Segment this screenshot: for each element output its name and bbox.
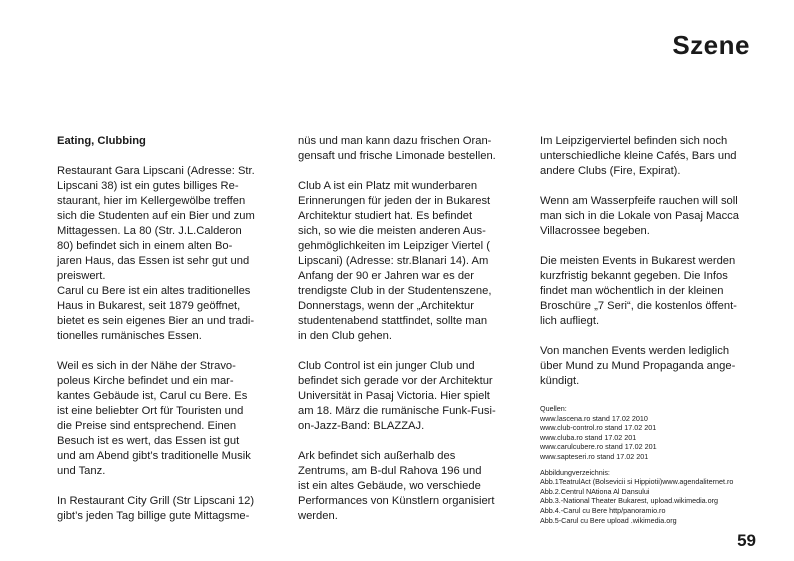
paragraph-mund-zu-mund: Von manchen Events werden lediglich über Mund zu Mund Propaganda ange- kündigt.	[540, 345, 736, 387]
paragraph-events: Die meisten Events in Bukarest werden kurzfristig bekannt gegeben. Die Infos findet man wöchentlich in der kleinen Broschüre „7 Seri“, die kostenlos öffent- lich aufliegt.	[540, 255, 737, 327]
sources-heading: Quellen:	[540, 404, 567, 413]
paragraph-city-grill: In Restaurant City Grill (Str Lipscani 12) gibt’s jeden Tag billige gute Mittagsme-	[57, 495, 255, 522]
paragraph-stravopoleus: Weil es sich in der Nähe der Stravo- poleus Kirche befindet und ein mar- kantes Gebäude ist, Carul cu Bere. Es ist eine beliebter Ort für Touristen und die Preise sind entsprechend. Einen Besuch ist es wert, das Essen ist gut und am Abend gibt’s traditionelle Musik und Tanz.	[57, 360, 251, 477]
sources-block	[540, 404, 758, 462]
paragraph-wasserpfeife: Wenn am Wasserpfeife rauchen will soll man sich in die Lokale von Pasaj Macca Villacrossee begeben.	[540, 195, 739, 237]
text-column-3	[540, 134, 758, 525]
paragraph-leipziger-viertel: Im Leipzigerviertel befinden sich noch unterschiedliche kleine Cafés, Bars und andere Clubs (Fire, Expirat).	[540, 135, 737, 177]
text-column-2	[298, 134, 518, 539]
paragraph-city-grill-cont: nüs und man kann dazu frischen Oran- gensaft und frische Limonade bestellen.	[298, 135, 496, 162]
page-title: Szene	[672, 30, 750, 60]
page-number: 59	[737, 531, 756, 550]
paragraph-gara-lipscani: Restaurant Gara Lipscani (Adresse: Str. Lipscani 38) ist ein gutes billiges Re- staurant, hier im Kellergewölbe treffen sich die Studenten auf ein Bier und zum Mittagessen. La 80 (Str. J.L.Calderon 80) befindet sich in einem alten Bo- jaren Haus, das Essen ist sehr gut und preiswert.	[57, 165, 255, 282]
text-column-1	[57, 134, 275, 539]
paragraph-ark: Ark befindet sich außerhalb des Zentrums, am B-dul Rahova 196 und ist ein altes Gebäude, wo verschiede Performances von Künstlern organisiert werden.	[298, 450, 495, 522]
paragraph-carul-cu-bere: Carul cu Bere ist ein altes traditionelles Haus in Bukarest, seit 1879 geöffnet, bietet es sein eigenes Bier an und tradi- tionelles rumänisches Essen.	[57, 285, 255, 342]
paragraph-club-a: Club A ist ein Platz mit wunderbaren Erinnerungen für jeden der in Bukarest Architektur studiert hat. Es befindet sich, so wie die meisten anderen Aus- gehmöglichkeiten im Leipziger Viertel ( Lipscani) (Adresse: str.Blanari 14). Am Anfang der 90 er Jahren war es der trendigste Club in der Studentenszene, Donnerstags, wenn der „Architektur studentenabend stattfindet, sollte man in den Club gehen.	[298, 180, 492, 342]
sources-list: www.lascena.ro stand 17.02 2010 www.club-control.ro stand 17.02 201 www.cluba.ro stand 17.02 201 www.carulcubere.ro stand 17.02 201 www.sapteseri.ro stand 17.02 201	[540, 413, 657, 461]
figures-heading: Abbildungverzeichnis:	[540, 467, 610, 477]
section-heading: Eating, Clubbing	[57, 135, 146, 147]
paragraph-club-control: Club Control ist ein junger Club und befindet sich gerade vor der Architektur Universität in Pasaj Victoria. Hier spielt am 18. März die rumänische Funk-Fusi- on-Jazz-Band: BLAZZAJ.	[298, 360, 496, 432]
figures-block	[540, 468, 758, 526]
figures-list: Abb.1TeatrulAct (Bolsevicii si Hippiotii)www.agendaliternet.ro Abb.2.Centrul NAtiona Al Dansului Abb.3.-National Theater Bukarest, upload.wikimedia.org Abb.4.-Carul cu Bere http/panoramio.ro Abb.5-Carul cu Bere upload .wikimedia.org	[540, 477, 734, 525]
